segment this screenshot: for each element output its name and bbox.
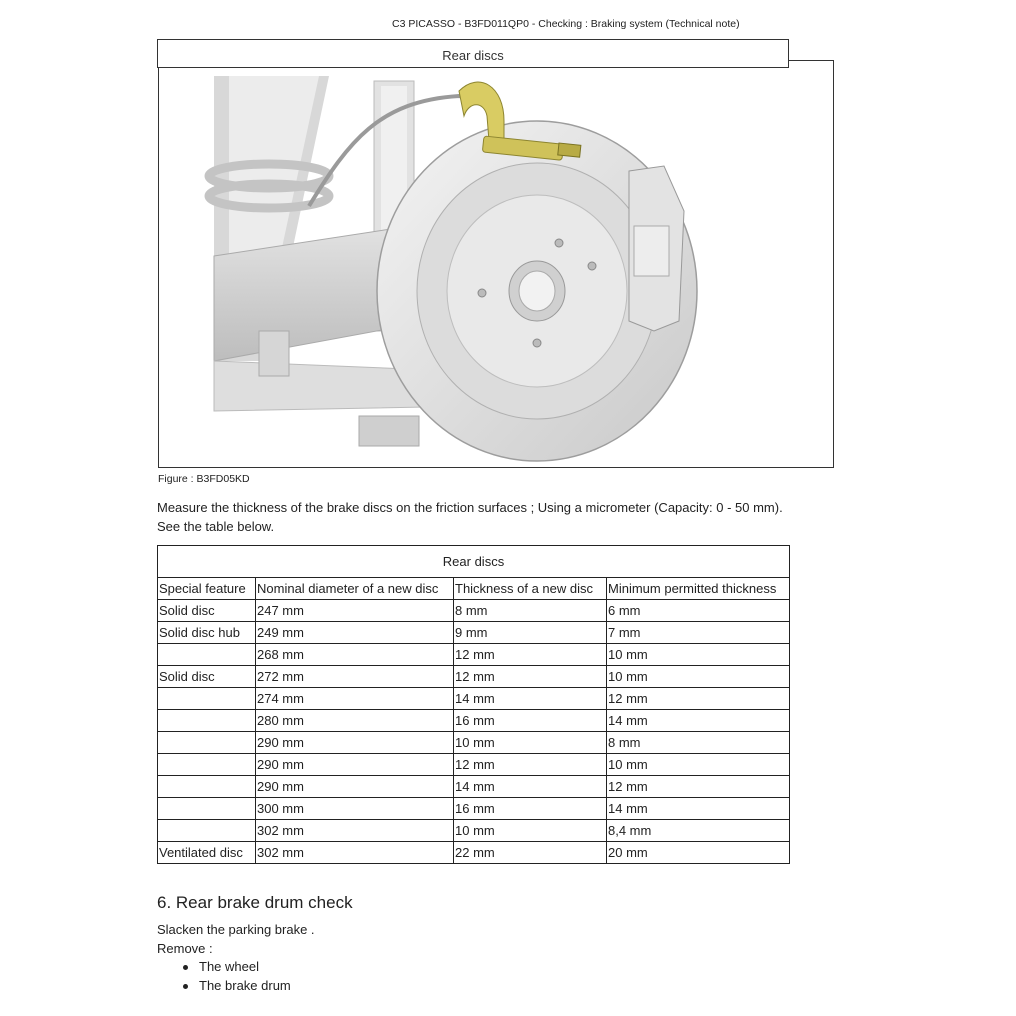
- table-cell: 12 mm: [607, 776, 790, 798]
- table-cell: 22 mm: [454, 842, 607, 864]
- table-cell: [158, 754, 256, 776]
- table-cell: [158, 732, 256, 754]
- table-cell: 247 mm: [256, 600, 454, 622]
- table-title: Rear discs: [158, 546, 790, 578]
- table-cell: 9 mm: [454, 622, 607, 644]
- table-cell: 8 mm: [454, 600, 607, 622]
- table-header: Nominal diameter of a new disc: [256, 578, 454, 600]
- table-cell: Solid disc hub: [158, 622, 256, 644]
- remove-list: [180, 959, 291, 997]
- table-row: [158, 710, 790, 732]
- table-cell: 12 mm: [454, 666, 607, 688]
- table-row: [158, 622, 790, 644]
- table-cell: 10 mm: [607, 754, 790, 776]
- table-cell: [158, 710, 256, 732]
- table-cell: 302 mm: [256, 842, 454, 864]
- figure-caption: Figure : B3FD05KD: [158, 473, 250, 485]
- table-cell: 12 mm: [607, 688, 790, 710]
- figure-caption-bar: [157, 39, 789, 68]
- table-cell: 249 mm: [256, 622, 454, 644]
- table-cell: [158, 798, 256, 820]
- table-cell: 272 mm: [256, 666, 454, 688]
- table-cell: 12 mm: [454, 644, 607, 666]
- table-cell: 16 mm: [454, 710, 607, 732]
- table-cell: 6 mm: [607, 600, 790, 622]
- figure-caption-bar-label: Rear discs: [442, 48, 504, 63]
- table-cell: 290 mm: [256, 754, 454, 776]
- intro-line-1: Measure the thickness of the brake discs on the friction surfaces ; Using a micrometer (Capacity: 0 - 50 mm).: [157, 500, 783, 515]
- table-row: [158, 820, 790, 842]
- table-cell: Solid disc: [158, 600, 256, 622]
- list-item: The wheel: [180, 959, 291, 978]
- table-cell: 12 mm: [454, 754, 607, 776]
- table-cell: 16 mm: [454, 798, 607, 820]
- brake-disc-illustration: [159, 61, 834, 468]
- table-cell: 14 mm: [607, 798, 790, 820]
- table-cell: [158, 688, 256, 710]
- table-cell: 8 mm: [607, 732, 790, 754]
- figure-illustration: [158, 60, 834, 468]
- list-item: The brake drum: [180, 978, 291, 997]
- document-header: C3 PICASSO - B3FD011QP0 - Checking : Braking system (Technical note): [392, 18, 740, 30]
- table-row: [158, 842, 790, 864]
- table-cell: 14 mm: [607, 710, 790, 732]
- table-row: [158, 688, 790, 710]
- table-cell: 10 mm: [454, 820, 607, 842]
- table-cell: 10 mm: [454, 732, 607, 754]
- table-cell: 290 mm: [256, 732, 454, 754]
- table-cell: 10 mm: [607, 644, 790, 666]
- table-cell: Ventilated disc: [158, 842, 256, 864]
- table-cell: Solid disc: [158, 666, 256, 688]
- table-row: [158, 754, 790, 776]
- rear-discs-table: [157, 545, 790, 864]
- table-cell: 302 mm: [256, 820, 454, 842]
- intro-line-2: See the table below.: [157, 519, 275, 534]
- table-cell: 300 mm: [256, 798, 454, 820]
- table-cell: 268 mm: [256, 644, 454, 666]
- table-row: [158, 644, 790, 666]
- table-row: [158, 798, 790, 820]
- table-header-row: [158, 578, 790, 600]
- table-cell: [158, 820, 256, 842]
- table-header: Thickness of a new disc: [454, 578, 607, 600]
- table-cell: 290 mm: [256, 776, 454, 798]
- table-row: [158, 732, 790, 754]
- table-row: [158, 776, 790, 798]
- table-cell: 280 mm: [256, 710, 454, 732]
- table-cell: [158, 776, 256, 798]
- table-cell: 274 mm: [256, 688, 454, 710]
- section-line-1: Slacken the parking brake .: [157, 922, 315, 937]
- table-cell: 14 mm: [454, 776, 607, 798]
- table-cell: 10 mm: [607, 666, 790, 688]
- table-cell: 7 mm: [607, 622, 790, 644]
- table-row: [158, 666, 790, 688]
- table-cell: [158, 644, 256, 666]
- table-cell: 20 mm: [607, 842, 790, 864]
- section-title: 6. Rear brake drum check: [157, 893, 353, 912]
- table-cell: 14 mm: [454, 688, 607, 710]
- table-cell: 8,4 mm: [607, 820, 790, 842]
- table-row: [158, 600, 790, 622]
- table-header: Special feature: [158, 578, 256, 600]
- table-header: Minimum permitted thickness: [607, 578, 790, 600]
- section-line-2: Remove :: [157, 941, 213, 956]
